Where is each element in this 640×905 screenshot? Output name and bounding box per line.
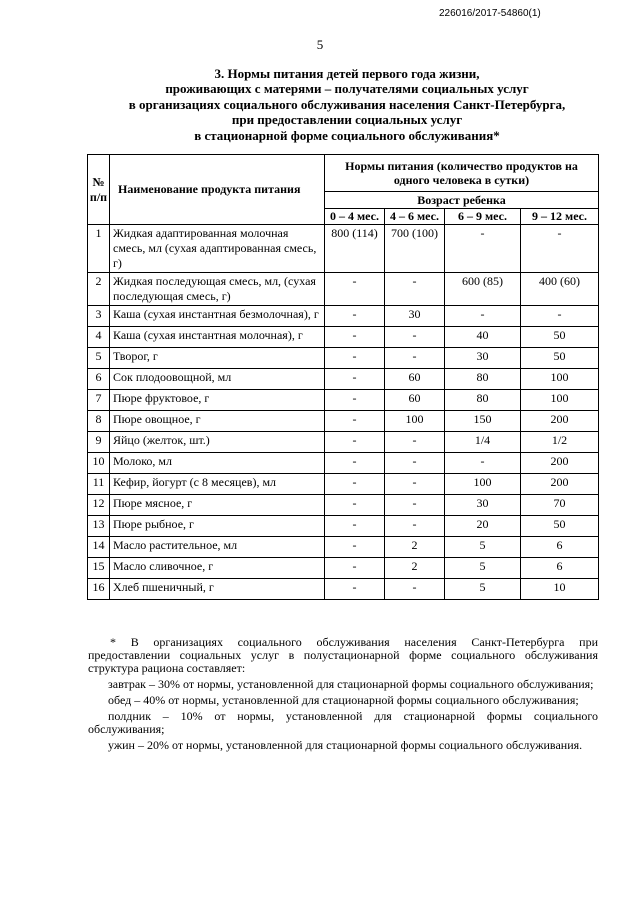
norm-value: 5 — [445, 558, 521, 579]
norm-value: 100 — [445, 474, 521, 495]
table-row — [88, 327, 599, 348]
table-row — [88, 273, 599, 306]
norm-value: 1/2 — [521, 432, 599, 453]
norm-value: - — [325, 495, 385, 516]
norm-value: - — [385, 495, 445, 516]
row-number: 14 — [88, 537, 110, 558]
row-number: 7 — [88, 390, 110, 411]
norm-value: 70 — [521, 495, 599, 516]
header-row-number: № п/п — [88, 155, 110, 225]
row-number: 8 — [88, 411, 110, 432]
title-line: в организациях социального обслуживания населения Санкт-Петербурга, — [128, 96, 566, 112]
norm-value: - — [325, 516, 385, 537]
row-number: 15 — [88, 558, 110, 579]
table-row — [88, 411, 599, 432]
row-number: 10 — [88, 453, 110, 474]
norm-value: - — [325, 348, 385, 369]
norm-value: - — [325, 474, 385, 495]
norm-value: 50 — [521, 516, 599, 537]
table-row — [88, 579, 599, 600]
norm-value: - — [385, 348, 445, 369]
norm-value: 200 — [521, 474, 599, 495]
product-name: Яйцо (желток, шт.) — [110, 432, 325, 453]
header-age-group: 4 – 6 мес. — [385, 209, 445, 225]
header-product-name: Наименование продукта питания — [110, 155, 325, 225]
norm-value: 2 — [385, 558, 445, 579]
product-name: Каша (сухая инстантная молочная), г — [110, 327, 325, 348]
document-number: 226016/2017-54860(1) — [439, 8, 541, 19]
footnote-item: ужин – 20% от нормы, установленной для стационарной формы социального обслуживания. — [108, 738, 583, 752]
norm-value: - — [325, 273, 385, 306]
norm-value: 150 — [445, 411, 521, 432]
table-row — [88, 348, 599, 369]
norm-value: 10 — [521, 579, 599, 600]
norm-value: - — [325, 537, 385, 558]
header-age-group: 6 – 9 мес. — [445, 209, 521, 225]
title-line: 3. Нормы питания детей первого года жизни, — [214, 66, 480, 81]
table-row — [88, 558, 599, 579]
header-child-age: Возраст ребенка — [325, 192, 599, 209]
product-name: Творог, г — [110, 348, 325, 369]
table-row — [88, 474, 599, 495]
norm-value: 600 (85) — [445, 273, 521, 306]
footnote — [88, 636, 598, 755]
norm-value: - — [325, 327, 385, 348]
product-name: Пюре мясное, г — [110, 495, 325, 516]
norm-value: - — [445, 225, 521, 273]
table-row — [88, 306, 599, 327]
footnote-item: обед – 40% от нормы, установленной для стационарной формы социального обслуживания; — [108, 693, 579, 707]
title-line: в стационарной форме социального обслуживания* — [194, 127, 500, 143]
table-row — [88, 225, 599, 273]
norm-value: 60 — [385, 369, 445, 390]
norm-value: - — [385, 453, 445, 474]
norm-value: - — [325, 411, 385, 432]
norm-value: - — [325, 453, 385, 474]
norm-value: 30 — [445, 348, 521, 369]
norm-value: 1/4 — [445, 432, 521, 453]
row-number: 12 — [88, 495, 110, 516]
row-number: 6 — [88, 369, 110, 390]
norm-value: 5 — [445, 537, 521, 558]
row-number: 4 — [88, 327, 110, 348]
page-number: 5 — [316, 37, 324, 52]
table-body — [88, 225, 599, 600]
row-number: 5 — [88, 348, 110, 369]
footnote-item: завтрак – 30% от нормы, установленной для стационарной формы социального обслуживания; — [108, 677, 594, 691]
row-number: 2 — [88, 273, 110, 306]
norm-value: - — [325, 369, 385, 390]
product-name: Каша (сухая инстантная безмолочная), г — [110, 306, 325, 327]
norm-value: - — [325, 579, 385, 600]
row-number: 9 — [88, 432, 110, 453]
row-number: 11 — [88, 474, 110, 495]
norm-value: 50 — [521, 348, 599, 369]
norm-value: 200 — [521, 411, 599, 432]
norm-value: 6 — [521, 558, 599, 579]
norm-value: - — [385, 579, 445, 600]
row-number: 13 — [88, 516, 110, 537]
header-age-group: 0 – 4 мес. — [325, 209, 385, 225]
norm-value: - — [385, 273, 445, 306]
product-name: Пюре овощное, г — [110, 411, 325, 432]
title-line: при предоставлении социальных услуг — [231, 112, 463, 128]
header-age-group: 9 – 12 мес. — [521, 209, 599, 225]
row-number: 3 — [88, 306, 110, 327]
table-row — [88, 495, 599, 516]
norm-value: 80 — [445, 369, 521, 390]
norm-value: - — [521, 306, 599, 327]
norm-value: - — [521, 225, 599, 273]
product-name: Жидкая адаптированная молочная смесь, мл (сухая адаптированная смесь, г) — [110, 225, 325, 273]
footnote-item: полдник – 10% от нормы, установленной для стационарной формы социального обслуживания; — [88, 709, 598, 736]
product-name: Пюре рыбное, г — [110, 516, 325, 537]
product-name: Кефир, йогурт (с 8 месяцев), мл — [110, 474, 325, 495]
norm-value: 5 — [445, 579, 521, 600]
product-name: Масло растительное, мл — [110, 537, 325, 558]
norm-value: 800 (114) — [325, 225, 385, 273]
norm-value: 20 — [445, 516, 521, 537]
norm-value: 6 — [521, 537, 599, 558]
norm-value: 100 — [521, 369, 599, 390]
norm-value: 60 — [385, 390, 445, 411]
norm-value: 40 — [445, 327, 521, 348]
table-row — [88, 369, 599, 390]
norm-value: 700 (100) — [385, 225, 445, 273]
row-number: 1 — [88, 225, 110, 273]
norm-value: - — [385, 327, 445, 348]
norm-value: 400 (60) — [521, 273, 599, 306]
product-name: Хлеб пшеничный, г — [110, 579, 325, 600]
table-row — [88, 516, 599, 537]
table-row — [88, 432, 599, 453]
header-nutrition-norms: Нормы питания (количество продуктов на одного человека в сутки) — [325, 155, 599, 192]
row-number: 16 — [88, 579, 110, 600]
norm-value: 50 — [521, 327, 599, 348]
table-row — [88, 390, 599, 411]
norm-value: - — [325, 390, 385, 411]
norm-value: - — [325, 558, 385, 579]
norm-value: - — [385, 516, 445, 537]
nutrition-norms-table — [87, 154, 599, 600]
norm-value: - — [385, 432, 445, 453]
product-name: Молоко, мл — [110, 453, 325, 474]
norm-value: - — [325, 306, 385, 327]
norm-value: 2 — [385, 537, 445, 558]
norm-value: 200 — [521, 453, 599, 474]
title-line: проживающих с матерями – получателями социальных услуг — [165, 81, 529, 97]
product-name: Сок плодоовощной, мл — [110, 369, 325, 390]
norm-value: 100 — [521, 390, 599, 411]
norm-value: - — [385, 474, 445, 495]
norm-value: 30 — [445, 495, 521, 516]
norm-value: - — [445, 306, 521, 327]
norm-value: - — [445, 453, 521, 474]
product-name: Пюре фруктовое, г — [110, 390, 325, 411]
norm-value: 100 — [385, 411, 445, 432]
norm-value: 80 — [445, 390, 521, 411]
table-row — [88, 537, 599, 558]
section-title — [60, 66, 634, 143]
product-name: Масло сливочное, г — [110, 558, 325, 579]
norm-value: - — [325, 432, 385, 453]
norm-value: 30 — [385, 306, 445, 327]
product-name: Жидкая последующая смесь, мл, (сухая последующая смесь, г) — [110, 273, 325, 306]
table-row — [88, 453, 599, 474]
footnote-intro: * В организациях социального обслуживания населения Санкт-Петербурга при предоставлении социальных услуг в полустационарной форме социального обслуживания структура рациона составляет: — [88, 635, 598, 675]
